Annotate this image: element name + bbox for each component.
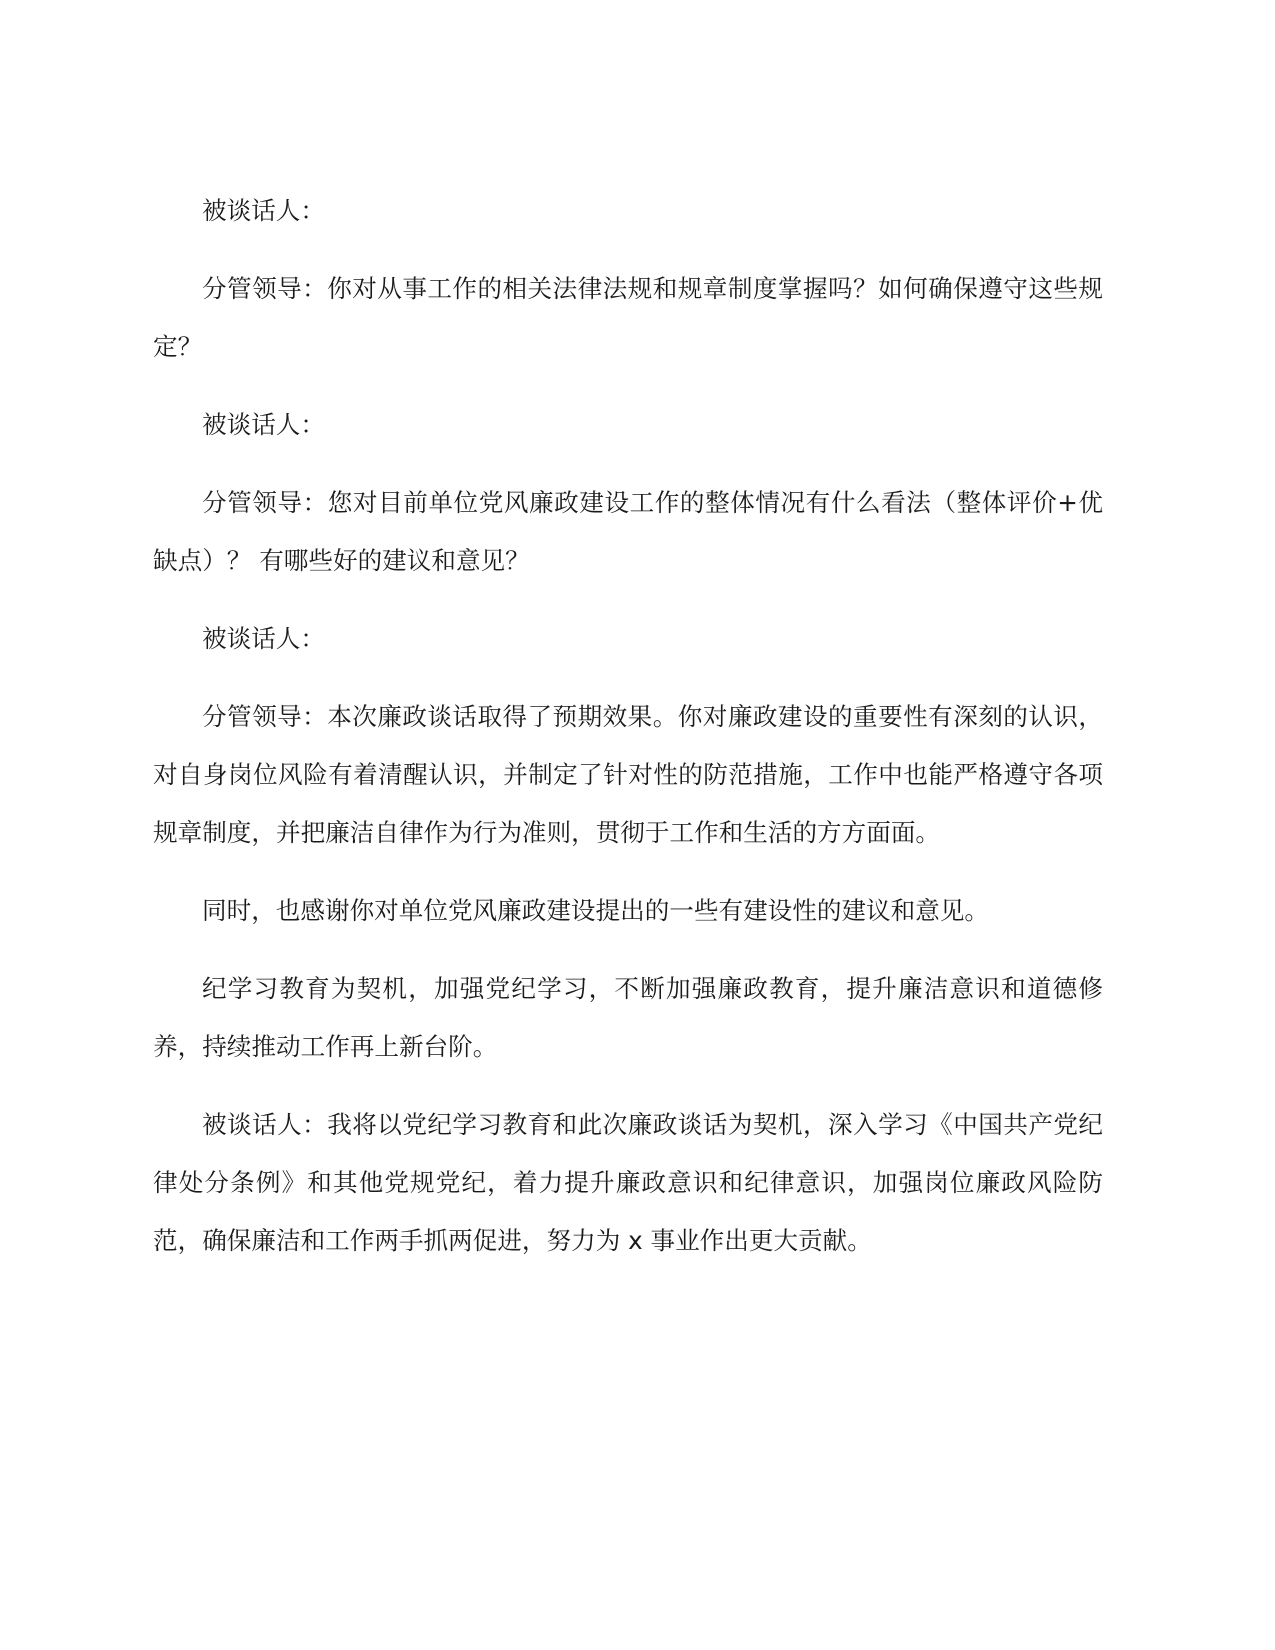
paragraph-respondent-1: 被谈话人： [202, 196, 325, 225]
document-body [153, 182, 1103, 1290]
paragraph-respondent-2: 被谈话人： [202, 410, 325, 439]
paragraph-leader-question-laws: 分管领导：你对从事工作的相关法律法规和规章制度掌握吗？如何确保遵守这些规定？ [153, 274, 1103, 361]
paragraph-leader-summary: 分管领导：本次廉政谈话取得了预期效果。你对廉政建设的重要性有深刻的认识，对自身岗位风险有着清醒认识，并制定了针对性的防范措施，工作中也能严格遵守各项规章制度，并把廉洁自律作为行为准则，贯彻于工作和生活的方方面面。 [153, 702, 1103, 847]
paragraph-leader-thanks: 同时，也感谢你对单位党风廉政建设提出的一些有建设性的建议和意见。 [202, 896, 990, 925]
paragraph-leader-encouragement: 纪学习教育为契机，加强党纪学习，不断加强廉政教育，提升廉洁意识和道德修养，持续推动工作再上新台阶。 [153, 974, 1103, 1061]
paragraph-respondent-3: 被谈话人： [202, 624, 325, 653]
paragraph-leader-question-evaluation: 分管领导：您对目前单位党风廉政建设工作的整体情况有什么看法（整体评价+优缺点）？ 有哪些好的建议和意见？ [153, 488, 1103, 575]
paragraph-respondent-commitment: 被谈话人：我将以党纪学习教育和此次廉政谈话为契机，深入学习《中国共产党纪律处分条例》和其他党规党纪，着力提升廉政意识和纪律意识，加强岗位廉政风险防范，确保廉洁和工作两手抓两促进，努力为 x 事业作出更大贡献。 [153, 1110, 1103, 1255]
